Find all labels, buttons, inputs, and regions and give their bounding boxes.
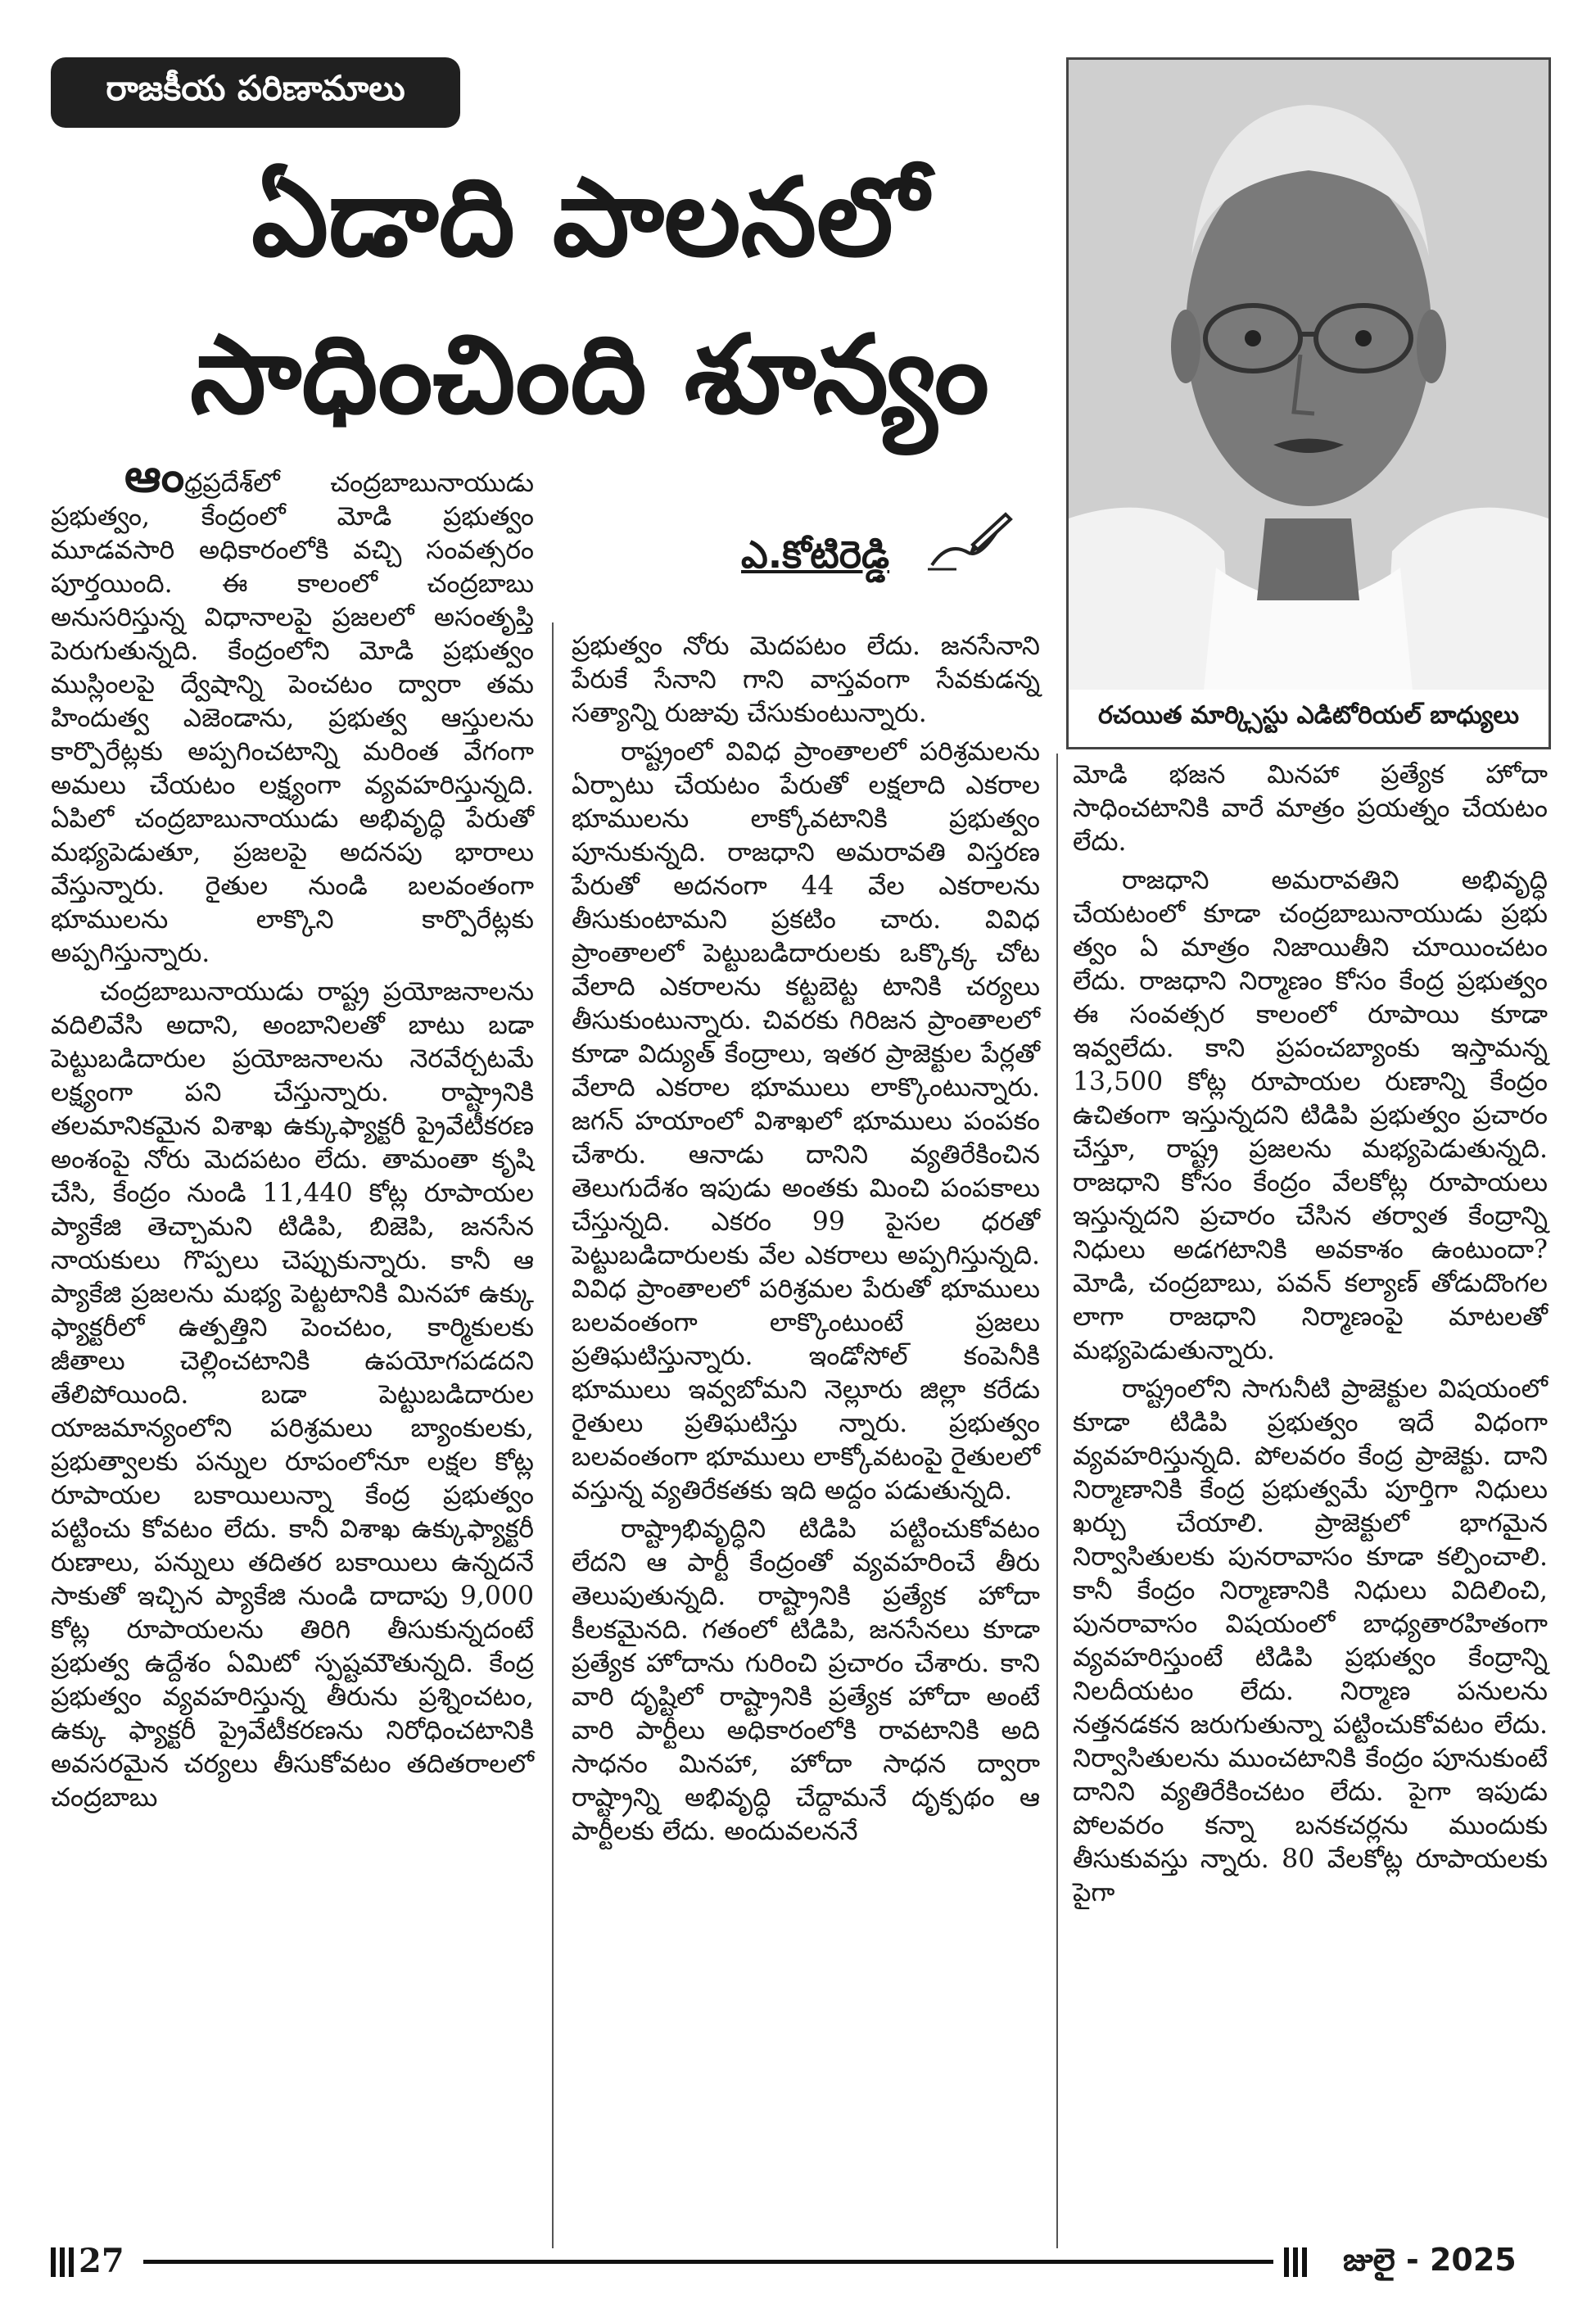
- paragraph: రాష్ట్రంలో వివిధ ప్రాంతాలలో పరిశ్రమలను ఏర్పాటు చేయటం పేరుతో లక్షలాది ఎకరాల భూములను లాక్కోవటానికి ప్రభుత్వం పూనుకున్నది. రాజధాని అమరావతి విస్తరణ పేరుతో అదనంగా 44 వేల ఎకరాలను తీసుకుంటామని ప్రకటిం చారు. వివిధ ప్రాంతాలలో పెట్టుబడిదారులకు ఒక్కొక్క చోట వేలాది ఎకరాలను కట్టబెట్ట టానికి చర్యలు తీసుకుంటున్నారు. చివరకు గిరిజన ప్రాంతాలలో కూడా విద్యుత్ కేంద్రాలు, ఇతర ప్రాజెక్టుల పేర్లతో వేలాది ఎకరాల భూములు లాక్కొంటున్నారు. జగన్ హయాంలో విశాఖలో భూములు పంపకం చేశారు. ఆనాడు దానిని వ్యతిరేకించిన తెలుగుదేశం ఇపుడు అంతకు మించి పంపకాలు చేస్తున్నది. ఎకరం 99 పైసల ధరతో పెట్టుబడిదారులకు వేల ఎకరాలు అప్పగిస్తున్నది. వివిధ ప్రాంతాలలో పరిశ్రమల పేరుతో భూములు బలవంతంగా లాక్కొంటుంటే ప్రజలు ప్రతిఘటిస్తున్నారు. ఇండోసోల్ కంపెనీకి భూములు ఇవ్వబోమని నెల్లూరు జిల్లా కరేడు రైతులు ప్రతిఘటిస్తు న్నారు. ప్రభుత్వం బలవంతంగా భూములు లాక్కోవటంపై రైతులలో వస్తున్న వ్యతిరేకతకు ఇది అద్దం పడుతున్నది.: [572, 737, 1040, 1505]
- column-divider: [1056, 754, 1058, 2248]
- footer-bars-right: [1284, 2247, 1307, 2277]
- section-tag: రాజకీయ పరిణామాలు: [51, 57, 460, 128]
- article-column-1: [51, 449, 534, 2263]
- paragraph: రాజధాని అమరావతిని అభివృద్ధి చేయటంలో కూడా చంద్రబాబునాయుడు ప్రభు త్వం ఏ మాత్రం నిజాయితీని చూయించటం లేదు. రాజధాని నిర్మాణం కోసం కేంద్ర ప్రభుత్వం ఈ సంవత్సర కాలంలో రూపాయి కూడా ఇవ్వలేదు. కాని ప్రపంచబ్యాంకు ఇస్తామన్న 13,500 కోట్ల రూపాయల రుణాన్ని కేంద్రం ఉచితంగా ఇస్తున్నదని టిడిపి ప్రభుత్వం ప్రచారం చేస్తూ, రాష్ట్ర ప్రజలను మభ్యపెడుతున్నది. రాజధాని కోసం కేంద్రం వేలకోట్ల రూపాయలు ఇస్తున్నదని ప్రచారం చేసిన తర్వాత కేంద్రాన్ని నిధులు అడగటానికి అవకాశం ఉంటుందా? మోడి, చంద్రబాబు, పవన్ కల్యాణ్ తోడుదొంగల లాగా రాజధాని నిర్మాణంపై మాటలతో మభ్యపెడుతున్నారు.: [1073, 866, 1548, 1365]
- footer-rule: [143, 2260, 1273, 2264]
- paragraph: చంద్రబాబునాయుడు రాష్ట్ర ప్రయోజనాలను వదిలివేసి అదాని, అంబానిలతో బాటు బడా పెట్టుబడిదారుల ప్రయోజనాలను నెరవేర్చటమే లక్ష్యంగా పని చేస్తున్నారు. రాష్ట్రానికి తలమానికమైన విశాఖ ఉక్కుఫ్యాక్టరీ ప్రైవేటీకరణ అంశంపై నోరు మెదపటం లేదు. తామంతా కృషి చేసి, కేంద్రం నుండి 11,440 కోట్ల రూపాయల ప్యాకేజి తెచ్చామని టిడిపి, బిజెపి, జనసేన నాయకులు గొప్పలు చెప్పుకున్నారు. కానీ ఆ ప్యాకేజి ప్రజలను మభ్య పెట్టటానికి మినహా ఉక్కు ఫ్యాక్టరీలో ఉత్పత్తిని పెంచటం, కార్మికులకు జీతాలు చెల్లించటానికి ఉపయోగపడదని తేలిపోయింది. బడా పెట్టుబడిదారుల యాజమాన్యంలోని పరిశ్రమలు బ్యాంకులకు, ప్రభుత్వాలకు పన్నుల రూపంలోనూ లక్షల కోట్ల రూపాయల బకాయిలున్నా కేంద్ర ప్రభుత్వం పట్టించు కోవటం లేదు. కానీ విశాఖ ఉక్కుఫ్యాక్టరీ రుణాలు, పన్నులు తదితర బకాయిలు ఉన్నదనే సాకుతో ఇచ్చిన ప్యాకేజి నుండి దాదాపు 9,000 కోట్ల రూపాయలను తిరిగి తీసుకున్నదంటే ప్రభుత్వ ఉద్దేశం ఏమిటో స్పష్టమౌతున్నది. కేంద్ర ప్రభుత్వం వ్యవహరిస్తున్న తీరును ప్రశ్నించటం, ఉక్కు ఫ్యాక్టరీ ప్రైవేటీకరణను నిరోధించటానికి అవసరమైన చర్యలు తీసుకోవటం తదితరాలలో చంద్రబాబు: [51, 977, 534, 1813]
- page-number: 27: [79, 2242, 124, 2280]
- paragraph-text: ధ్రప్రదేశ్‌లో చంద్రబాబునాయుడు ప్రభుత్వం, కేంద్రంలో మోడి ప్రభుత్వం మూడవసారి అధికారంలోకి వచ్చి సంవత్సరం పూర్తయింది. ఈ కాలంలో చంద్రబాబు అనుసరిస్తున్న విధానాలపై ప్రజలలో అసంతృప్తి పెరుగుతున్నది. కేంద్రంలోని మోడి ప్రభుత్వం ముస్లింలపై ద్వేషాన్ని పెంచటం ద్వారా తమ హిందుత్వ ఎజెండాను, ప్రభుత్వ ఆస్తులను కార్పొరేట్లకు అప్పగించటాన్ని మరింత వేగంగా అమలు చేయటం లక్ష్యంగా వ్యవహరిస్తున్నది. ఏపిలో చంద్రబాబునాయుడు అభివృద్ధి పేరుతో మభ్యపెడుతూ, ప్రజలపై అదనపు భారాలు వేస్తున్నారు. రైతుల నుండి బలవంతంగా భూములను లాక్కొని కార్పొరేట్లకు అప్పగిస్తున్నారు.: [51, 468, 534, 968]
- paragraph: రాష్ట్రాభివృద్ధిని టిడిపి పట్టించుకోవటం లేదని ఆ పార్టీ కేంద్రంతో వ్యవహరించే తీరు తెలుపుతున్నది. రాష్ట్రానికి ప్రత్యేక హోదా కీలకమైనది. గతంలో టిడిపి, జనసేనలు కూడా ప్రత్యేక హోదాను గురించి ప్రచారం చేశారు. కాని వారి దృష్టిలో రాష్ట్రానికి ప్రత్యేక హోదా అంటే వారి పార్టీలు అధికారంలోకి రావటానికి అది సాధనం మినహా, హోదా సాధన ద్వారా రాష్ట్రాన్ని అభివృద్ధి చేద్దామనే దృక్పథం ఆ పార్టీలకు లేదు. అందువలననే: [572, 1514, 1040, 1846]
- drop-cap: ఆం: [124, 449, 185, 503]
- paragraph: రాష్ట్రంలోని సాగునీటి ప్రాజెక్టుల విషయంలో కూడా టిడిపి ప్రభుత్వం ఇదే విధంగా వ్యవహరిస్తున్నది. పోలవరం కేంద్ర ప్రాజెక్టు. దాని నిర్మాణానికి కేంద్ర ప్రభుత్వమే పూర్తిగా నిధులు ఖర్చు చేయాలి. ప్రాజెక్టులో భాగమైన నిర్వాసితులకు పునరావాసం కూడా కల్పించాలి. కానీ కేంద్రం నిర్మాణానికి నిధులు విదిలించి, పునరావాసం విషయంలో బాధ్యతారహితంగా వ్యవహరిస్తుంటే టిడిపి ప్రభుత్వం కేంద్రాన్ని నిలదీయటం లేదు. నిర్మాణ పనులను నత్తనడకన జరుగుతున్నా పట్టించుకోవటం లేదు. నిర్వాసితులను ముంచటానికి కేంద్రం పూనుకుంటే దానిని వ్యతిరేకించటం లేదు. పైగా ఇపుడు పోలవరం కన్నా బనకచర్లను ముందుకు తీసుకువస్తు న్నారు. 80 వేలకోట్ల రూపాయలకు పైగా: [1073, 1374, 1548, 1908]
- pen-icon: [924, 508, 1014, 577]
- paragraph: ప్రభుత్వం నోరు మెదపటం లేదు. జనసేనాని పేరుకే సేనాని గాని వాస్తవంగా సేవకుడన్న సత్యాన్ని రుజువు చేసుకుంటున్నారు.: [572, 631, 1040, 728]
- author-portrait-icon: [1069, 60, 1549, 690]
- headline-line-1: ఏడాది పాలనలో: [251, 155, 928, 281]
- author-photo: [1066, 57, 1551, 693]
- author-byline: ఎ.కోటిరెడ్డి: [741, 532, 890, 577]
- footer-bars-left: [51, 2247, 74, 2277]
- article-column-3: [1073, 758, 1548, 2264]
- article-column-2: [572, 630, 1040, 2264]
- issue-date: జులై - 2025: [1343, 2242, 1517, 2278]
- photo-caption: రచయిత మార్క్సిస్టు ఎడిటోరియల్ బాధ్యులు: [1066, 690, 1551, 749]
- paragraph: మోడి భజన మినహా ప్రత్యేక హోదా సాధించటానికి వారే మాత్రం ప్రయత్నం చేయటం లేదు.: [1073, 760, 1548, 857]
- paragraph: [51, 449, 534, 971]
- headline-line-2: సాధించింది శూన్యం: [190, 312, 989, 438]
- column-divider: [552, 622, 554, 2248]
